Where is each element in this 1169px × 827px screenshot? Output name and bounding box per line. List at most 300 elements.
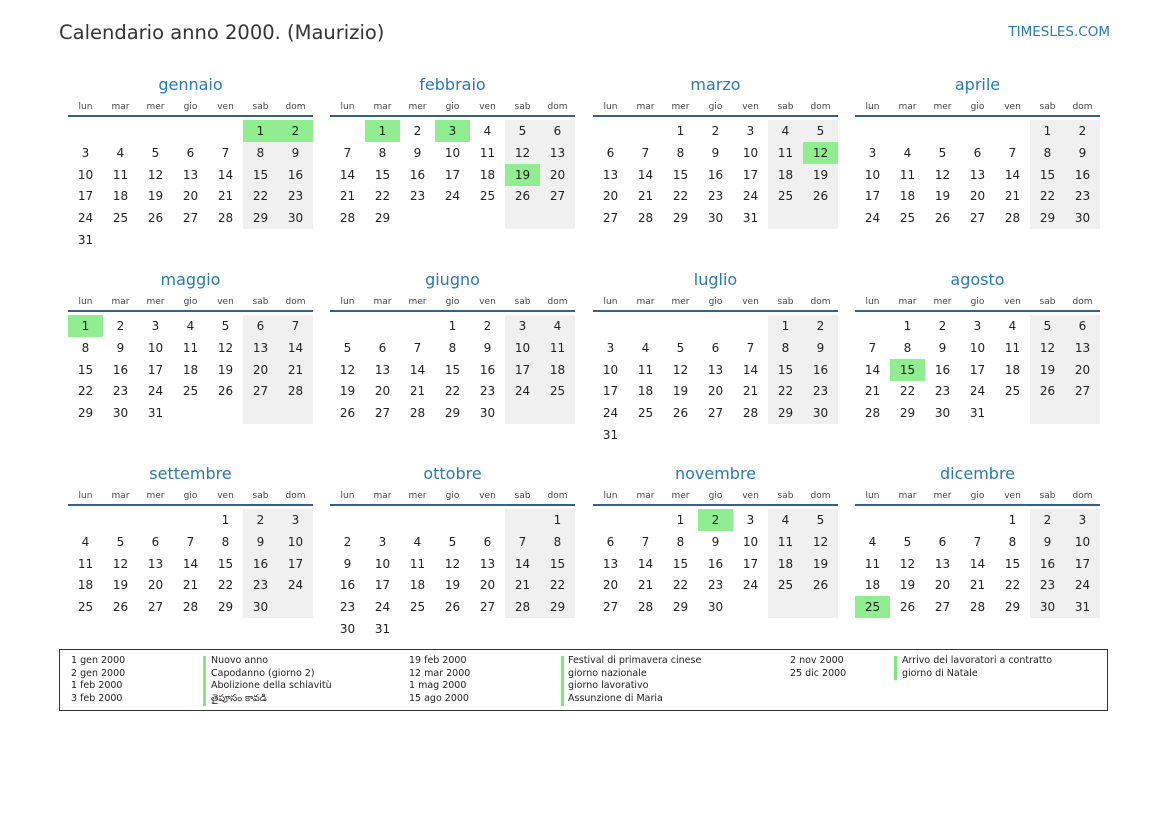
day-cell: 6	[151, 534, 160, 549]
day-cell: 9	[413, 145, 422, 160]
day-cell: 29	[374, 211, 391, 226]
day-cell: 31	[969, 406, 986, 421]
day-cell: 27	[934, 600, 951, 615]
legend-date: 2 nov 2000	[790, 655, 844, 666]
month-divider	[855, 310, 1100, 312]
weekday-label: ven	[742, 297, 759, 307]
month-name: ottobre	[423, 464, 482, 483]
weekday-label: dom	[1072, 102, 1093, 112]
day-cell: 7	[641, 534, 650, 549]
legend-date: 15 ago 2000	[409, 693, 469, 705]
day-cell: 25	[777, 189, 794, 204]
weekday-label: ven	[742, 102, 759, 112]
day-cell: 27	[549, 189, 566, 204]
day-cell: 29	[444, 406, 461, 421]
weekday-label: mar	[898, 102, 917, 112]
day-cell: 2	[938, 319, 947, 333]
day-cell: 25	[637, 406, 654, 421]
weekday-label: sab	[1039, 491, 1056, 501]
weekday-label: gio	[183, 491, 198, 501]
day-cell: 11	[112, 167, 129, 182]
day-cell: 14	[182, 556, 199, 571]
day-cell: 8	[676, 145, 685, 160]
day-cell: 23	[1039, 578, 1056, 593]
month-divider	[855, 115, 1100, 117]
weekday-label: mar	[636, 491, 655, 501]
day-cell: 6	[256, 319, 265, 333]
weekday-label: ven	[217, 297, 234, 307]
day-cell: 21	[1004, 189, 1021, 204]
weekday-label: ven	[217, 102, 234, 112]
weekday-label: lun	[865, 491, 880, 501]
day-cell: 21	[217, 189, 234, 204]
day-cell: 10	[742, 534, 759, 549]
day-cell: 20	[707, 384, 724, 399]
day-cell: 29	[777, 406, 794, 421]
day-cell: 24	[1074, 578, 1091, 593]
day-cell: 20	[1074, 362, 1091, 377]
day-cell: 17	[969, 362, 986, 377]
day-cell: 12	[899, 556, 916, 571]
holiday-day-cell: 25	[855, 596, 890, 618]
day-cell: 26	[812, 189, 829, 204]
day-cell: 28	[969, 600, 986, 615]
day-cell: 18	[637, 384, 654, 399]
day-cell: 13	[602, 167, 619, 182]
weekday-label: dom	[547, 102, 568, 112]
day-cell: 9	[711, 145, 720, 160]
day-cell: 30	[252, 600, 269, 615]
day-cell: 27	[1074, 384, 1091, 399]
month-divider	[593, 504, 838, 506]
day-cell: 14	[637, 167, 654, 182]
day-cell: 10	[969, 340, 986, 355]
weekday-label: sab	[514, 297, 531, 307]
day-cell: 12	[112, 556, 129, 571]
holiday-day-cell: 1	[68, 315, 103, 337]
weekday-label: ven	[217, 491, 234, 501]
day-cell: 2	[1043, 513, 1052, 527]
day-cell: 8	[221, 534, 230, 549]
day-cell: 6	[938, 534, 947, 549]
day-cell: 11	[77, 556, 94, 571]
day-cell: 30	[339, 622, 356, 636]
day-cell: 21	[287, 362, 304, 377]
weekday-label: lun	[340, 491, 355, 501]
day-cell: 13	[147, 556, 164, 571]
page-title: Calendario anno 2000. (Maurizio)	[59, 21, 385, 44]
day-cell: 3	[378, 534, 387, 549]
day-cell: 8	[1008, 534, 1017, 549]
weekday-label: mar	[373, 102, 392, 112]
weekday-label: lun	[340, 297, 355, 307]
day-cell: 24	[742, 578, 759, 593]
day-cell: 6	[606, 534, 615, 549]
day-cell: 1	[553, 513, 562, 527]
day-cell: 9	[816, 340, 825, 355]
weekday-label: mer	[408, 491, 427, 501]
day-cell: 4	[1008, 319, 1017, 333]
day-cell: 22	[549, 578, 566, 593]
day-cell: 6	[553, 124, 562, 138]
day-cell: 15	[444, 362, 461, 377]
day-cell: 14	[637, 556, 654, 571]
day-cell: 20	[549, 167, 566, 182]
day-cell: 8	[378, 145, 387, 160]
day-cell: 13	[602, 556, 619, 571]
month-febbraio	[330, 75, 575, 255]
day-cell: 16	[707, 167, 724, 182]
day-cell: 24	[742, 189, 759, 204]
day-cell: 3	[518, 319, 527, 333]
day-cell: 20	[479, 578, 496, 593]
day-cell: 24	[514, 384, 531, 399]
day-cell: 6	[1078, 319, 1087, 333]
weekday-label: lun	[78, 297, 93, 307]
day-cell: 29	[672, 600, 689, 615]
day-cell: 5	[151, 145, 160, 160]
day-cell: 17	[147, 362, 164, 377]
weekday-label: mar	[636, 102, 655, 112]
weekday-label: sab	[514, 491, 531, 501]
day-cell: 14	[287, 340, 304, 355]
day-cell: 13	[969, 167, 986, 182]
day-cell: 15	[1004, 556, 1021, 571]
day-cell: 23	[934, 384, 951, 399]
day-cell: 5	[1043, 319, 1052, 333]
day-cell: 23	[112, 384, 129, 399]
day-cell: 28	[514, 600, 531, 615]
day-cell: 19	[1039, 362, 1056, 377]
day-cell: 10	[77, 167, 94, 182]
weekday-label: lun	[78, 491, 93, 501]
day-cell: 6	[186, 145, 195, 160]
day-cell: 23	[812, 384, 829, 399]
month-giugno	[330, 270, 575, 450]
day-cell: 9	[291, 145, 300, 160]
day-cell: 4	[781, 124, 790, 138]
weekday-label: sab	[252, 491, 269, 501]
day-cell: 10	[1074, 534, 1091, 549]
weekday-label: ven	[742, 491, 759, 501]
weekday-label: mer	[146, 297, 165, 307]
day-cell: 2	[816, 319, 825, 333]
day-cell: 25	[549, 384, 566, 399]
day-cell: 20	[182, 189, 199, 204]
day-cell: 14	[217, 167, 234, 182]
day-cell: 17	[514, 362, 531, 377]
weekday-label: lun	[603, 102, 618, 112]
day-cell: 26	[672, 406, 689, 421]
day-cell: 30	[1074, 211, 1091, 226]
month-name: luglio	[693, 270, 738, 289]
day-cell: 15	[672, 556, 689, 571]
weekday-label: lun	[603, 491, 618, 501]
day-cell: 14	[409, 362, 426, 377]
day-cell: 18	[777, 556, 794, 571]
day-cell: 5	[816, 124, 825, 138]
month-name: marzo	[690, 75, 741, 94]
day-cell: 5	[816, 513, 825, 527]
day-cell: 9	[116, 340, 125, 355]
day-cell: 23	[707, 189, 724, 204]
month-divider	[330, 115, 575, 117]
legend-date: 2 gen 2000	[71, 667, 126, 679]
day-cell: 12	[444, 556, 461, 571]
weekday-label: mer	[146, 102, 165, 112]
day-cell: 22	[777, 384, 794, 399]
day-cell: 24	[77, 211, 94, 226]
day-cell: 29	[899, 406, 916, 421]
day-cell: 4	[483, 124, 492, 138]
weekday-label: lun	[603, 297, 618, 307]
day-cell: 1	[1043, 124, 1052, 138]
day-cell: 9	[1078, 145, 1087, 160]
day-cell: 18	[899, 189, 916, 204]
month-divider	[593, 310, 838, 312]
month-dicembre	[855, 464, 1100, 644]
day-cell: 3	[81, 145, 90, 160]
legend-date: 25 dic 2000	[790, 667, 847, 679]
day-cell: 16	[1039, 556, 1056, 571]
month-agosto	[855, 270, 1100, 450]
weekday-label: gio	[970, 297, 985, 307]
day-cell: 4	[781, 513, 790, 527]
day-cell: 21	[637, 578, 654, 593]
day-cell: 10	[147, 340, 164, 355]
day-cell: 22	[374, 189, 391, 204]
weekday-label: sab	[514, 102, 531, 112]
day-cell: 7	[186, 534, 195, 549]
holiday-day-cell: 3	[435, 120, 470, 142]
day-cell: 29	[672, 211, 689, 226]
day-cell: 16	[409, 167, 426, 182]
day-cell: 9	[343, 556, 352, 571]
day-cell: 22	[672, 578, 689, 593]
month-name: settembre	[149, 464, 232, 483]
day-cell: 13	[549, 145, 566, 160]
weekday-label: dom	[285, 102, 306, 112]
day-cell: 18	[549, 362, 566, 377]
day-cell: 24	[602, 406, 619, 421]
day-cell: 28	[637, 211, 654, 226]
site-link[interactable]: TIMESLES.COM	[1008, 24, 1110, 40]
weekday-label: gio	[708, 491, 723, 501]
day-cell: 7	[343, 145, 352, 160]
day-cell: 10	[514, 340, 531, 355]
day-cell: 20	[934, 578, 951, 593]
weekday-label: mar	[111, 491, 130, 501]
month-name: agosto	[950, 270, 1005, 289]
month-divider	[855, 504, 1100, 506]
day-cell: 15	[77, 362, 94, 377]
day-cell: 13	[934, 556, 951, 571]
day-cell: 22	[1004, 578, 1021, 593]
day-cell: 11	[182, 340, 199, 355]
weekday-label: ven	[479, 491, 496, 501]
day-cell: 14	[339, 167, 356, 182]
legend-holiday-name: Festival di primavera cinese	[568, 655, 702, 666]
day-cell: 13	[479, 556, 496, 571]
day-cell: 26	[112, 600, 129, 615]
day-cell: 29	[77, 406, 94, 421]
legend-holiday-name: Abolizione della schiavitù	[211, 680, 332, 692]
day-cell: 2	[116, 319, 125, 333]
day-cell: 26	[1039, 384, 1056, 399]
day-cell: 17	[864, 189, 881, 204]
day-cell: 1	[781, 319, 790, 333]
legend-date: 1 feb 2000	[71, 680, 123, 692]
day-cell: 3	[973, 319, 982, 333]
day-cell: 18	[1004, 362, 1021, 377]
day-cell: 9	[938, 340, 947, 355]
day-cell: 11	[549, 340, 566, 355]
day-cell: 4	[116, 145, 125, 160]
day-cell: 15	[549, 556, 566, 571]
weekday-label: sab	[777, 102, 794, 112]
day-cell: 5	[903, 534, 912, 549]
day-cell: 12	[812, 534, 829, 549]
weekday-label: gio	[445, 102, 460, 112]
day-cell: 21	[637, 189, 654, 204]
day-cell: 12	[672, 362, 689, 377]
day-cell: 10	[287, 534, 304, 549]
day-cell: 24	[864, 211, 881, 226]
day-cell: 27	[182, 211, 199, 226]
day-cell: 8	[553, 534, 562, 549]
day-cell: 30	[812, 406, 829, 421]
holiday-day-cell: 19	[505, 164, 540, 186]
day-cell: 11	[899, 167, 916, 182]
holiday-day-cell: 2	[698, 509, 733, 531]
day-cell: 29	[217, 600, 234, 615]
day-cell: 20	[969, 189, 986, 204]
weekday-label: gio	[970, 491, 985, 501]
weekday-label: dom	[1072, 297, 1093, 307]
day-cell: 31	[1074, 600, 1091, 615]
day-cell: 5	[116, 534, 125, 549]
day-cell: 14	[969, 556, 986, 571]
holiday-day-cell: 1	[243, 120, 278, 142]
day-cell: 27	[969, 211, 986, 226]
day-cell: 7	[868, 340, 877, 355]
day-cell: 29	[1039, 211, 1056, 226]
day-cell: 26	[934, 211, 951, 226]
day-cell: 11	[479, 145, 496, 160]
weekday-label: ven	[1004, 102, 1021, 112]
day-cell: 19	[672, 384, 689, 399]
day-cell: 19	[217, 362, 234, 377]
weekday-label: mar	[898, 491, 917, 501]
day-cell: 30	[479, 406, 496, 421]
legend-holiday-name: Arrivo dei lavoratori a contratto	[902, 655, 1053, 666]
day-cell: 20	[252, 362, 269, 377]
weekday-label: mar	[898, 297, 917, 307]
day-cell: 2	[256, 513, 265, 527]
weekday-label: mer	[933, 102, 952, 112]
day-cell: 20	[374, 384, 391, 399]
month-divider	[68, 310, 313, 312]
day-cell: 6	[483, 534, 492, 549]
day-cell: 15	[1039, 167, 1056, 182]
day-cell: 5	[448, 534, 457, 549]
day-cell: 15	[777, 362, 794, 377]
day-cell: 30	[707, 600, 724, 615]
day-cell: 16	[707, 556, 724, 571]
day-cell: 14	[1004, 167, 1021, 182]
weekday-label: lun	[865, 102, 880, 112]
day-cell: 17	[287, 556, 304, 571]
weekday-label: mer	[933, 491, 952, 501]
weekday-label: lun	[78, 102, 93, 112]
day-cell: 30	[1039, 600, 1056, 615]
day-cell: 23	[1074, 189, 1091, 204]
day-cell: 10	[444, 145, 461, 160]
weekday-label: gio	[445, 491, 460, 501]
day-cell: 17	[444, 167, 461, 182]
holiday-day-cell: 12	[803, 142, 838, 164]
day-cell: 8	[448, 340, 457, 355]
month-ottobre	[330, 464, 575, 644]
day-cell: 23	[339, 600, 356, 615]
day-cell: 23	[287, 189, 304, 204]
day-cell: 4	[186, 319, 195, 333]
day-cell: 7	[221, 145, 230, 160]
day-cell: 19	[899, 578, 916, 593]
day-cell: 19	[444, 578, 461, 593]
month-divider	[68, 115, 313, 117]
day-cell: 8	[903, 340, 912, 355]
day-cell: 25	[77, 600, 94, 615]
day-cell: 1	[676, 513, 685, 527]
day-cell: 6	[606, 145, 615, 160]
legend-holiday-name: giorno nazionale	[568, 667, 647, 679]
day-cell: 7	[1008, 145, 1017, 160]
day-cell: 28	[287, 384, 304, 399]
weekday-label: mar	[373, 297, 392, 307]
day-cell: 16	[252, 556, 269, 571]
weekday-label: gio	[708, 297, 723, 307]
day-cell: 11	[777, 534, 794, 549]
weekday-label: sab	[1039, 297, 1056, 307]
day-cell: 2	[1078, 124, 1087, 138]
month-divider	[68, 504, 313, 506]
day-cell: 18	[409, 578, 426, 593]
weekday-label: dom	[547, 491, 568, 501]
month-divider	[330, 310, 575, 312]
day-cell: 19	[147, 189, 164, 204]
month-novembre	[593, 464, 838, 644]
day-cell: 25	[409, 600, 426, 615]
day-cell: 17	[742, 167, 759, 182]
legend-date: 1 mag 2000	[409, 680, 467, 692]
month-name: dicembre	[939, 464, 1016, 483]
day-cell: 21	[969, 578, 986, 593]
day-cell: 27	[602, 600, 619, 615]
day-cell: 15	[374, 167, 391, 182]
day-cell: 22	[77, 384, 94, 399]
day-cell: 24	[374, 600, 391, 615]
day-cell: 27	[374, 406, 391, 421]
weekday-label: sab	[252, 102, 269, 112]
weekday-label: mer	[671, 491, 690, 501]
weekday-label: lun	[865, 297, 880, 307]
day-cell: 12	[514, 145, 531, 160]
day-cell: 1	[448, 319, 457, 333]
day-cell: 15	[252, 167, 269, 182]
day-cell: 7	[746, 340, 755, 355]
month-maggio	[68, 270, 313, 450]
